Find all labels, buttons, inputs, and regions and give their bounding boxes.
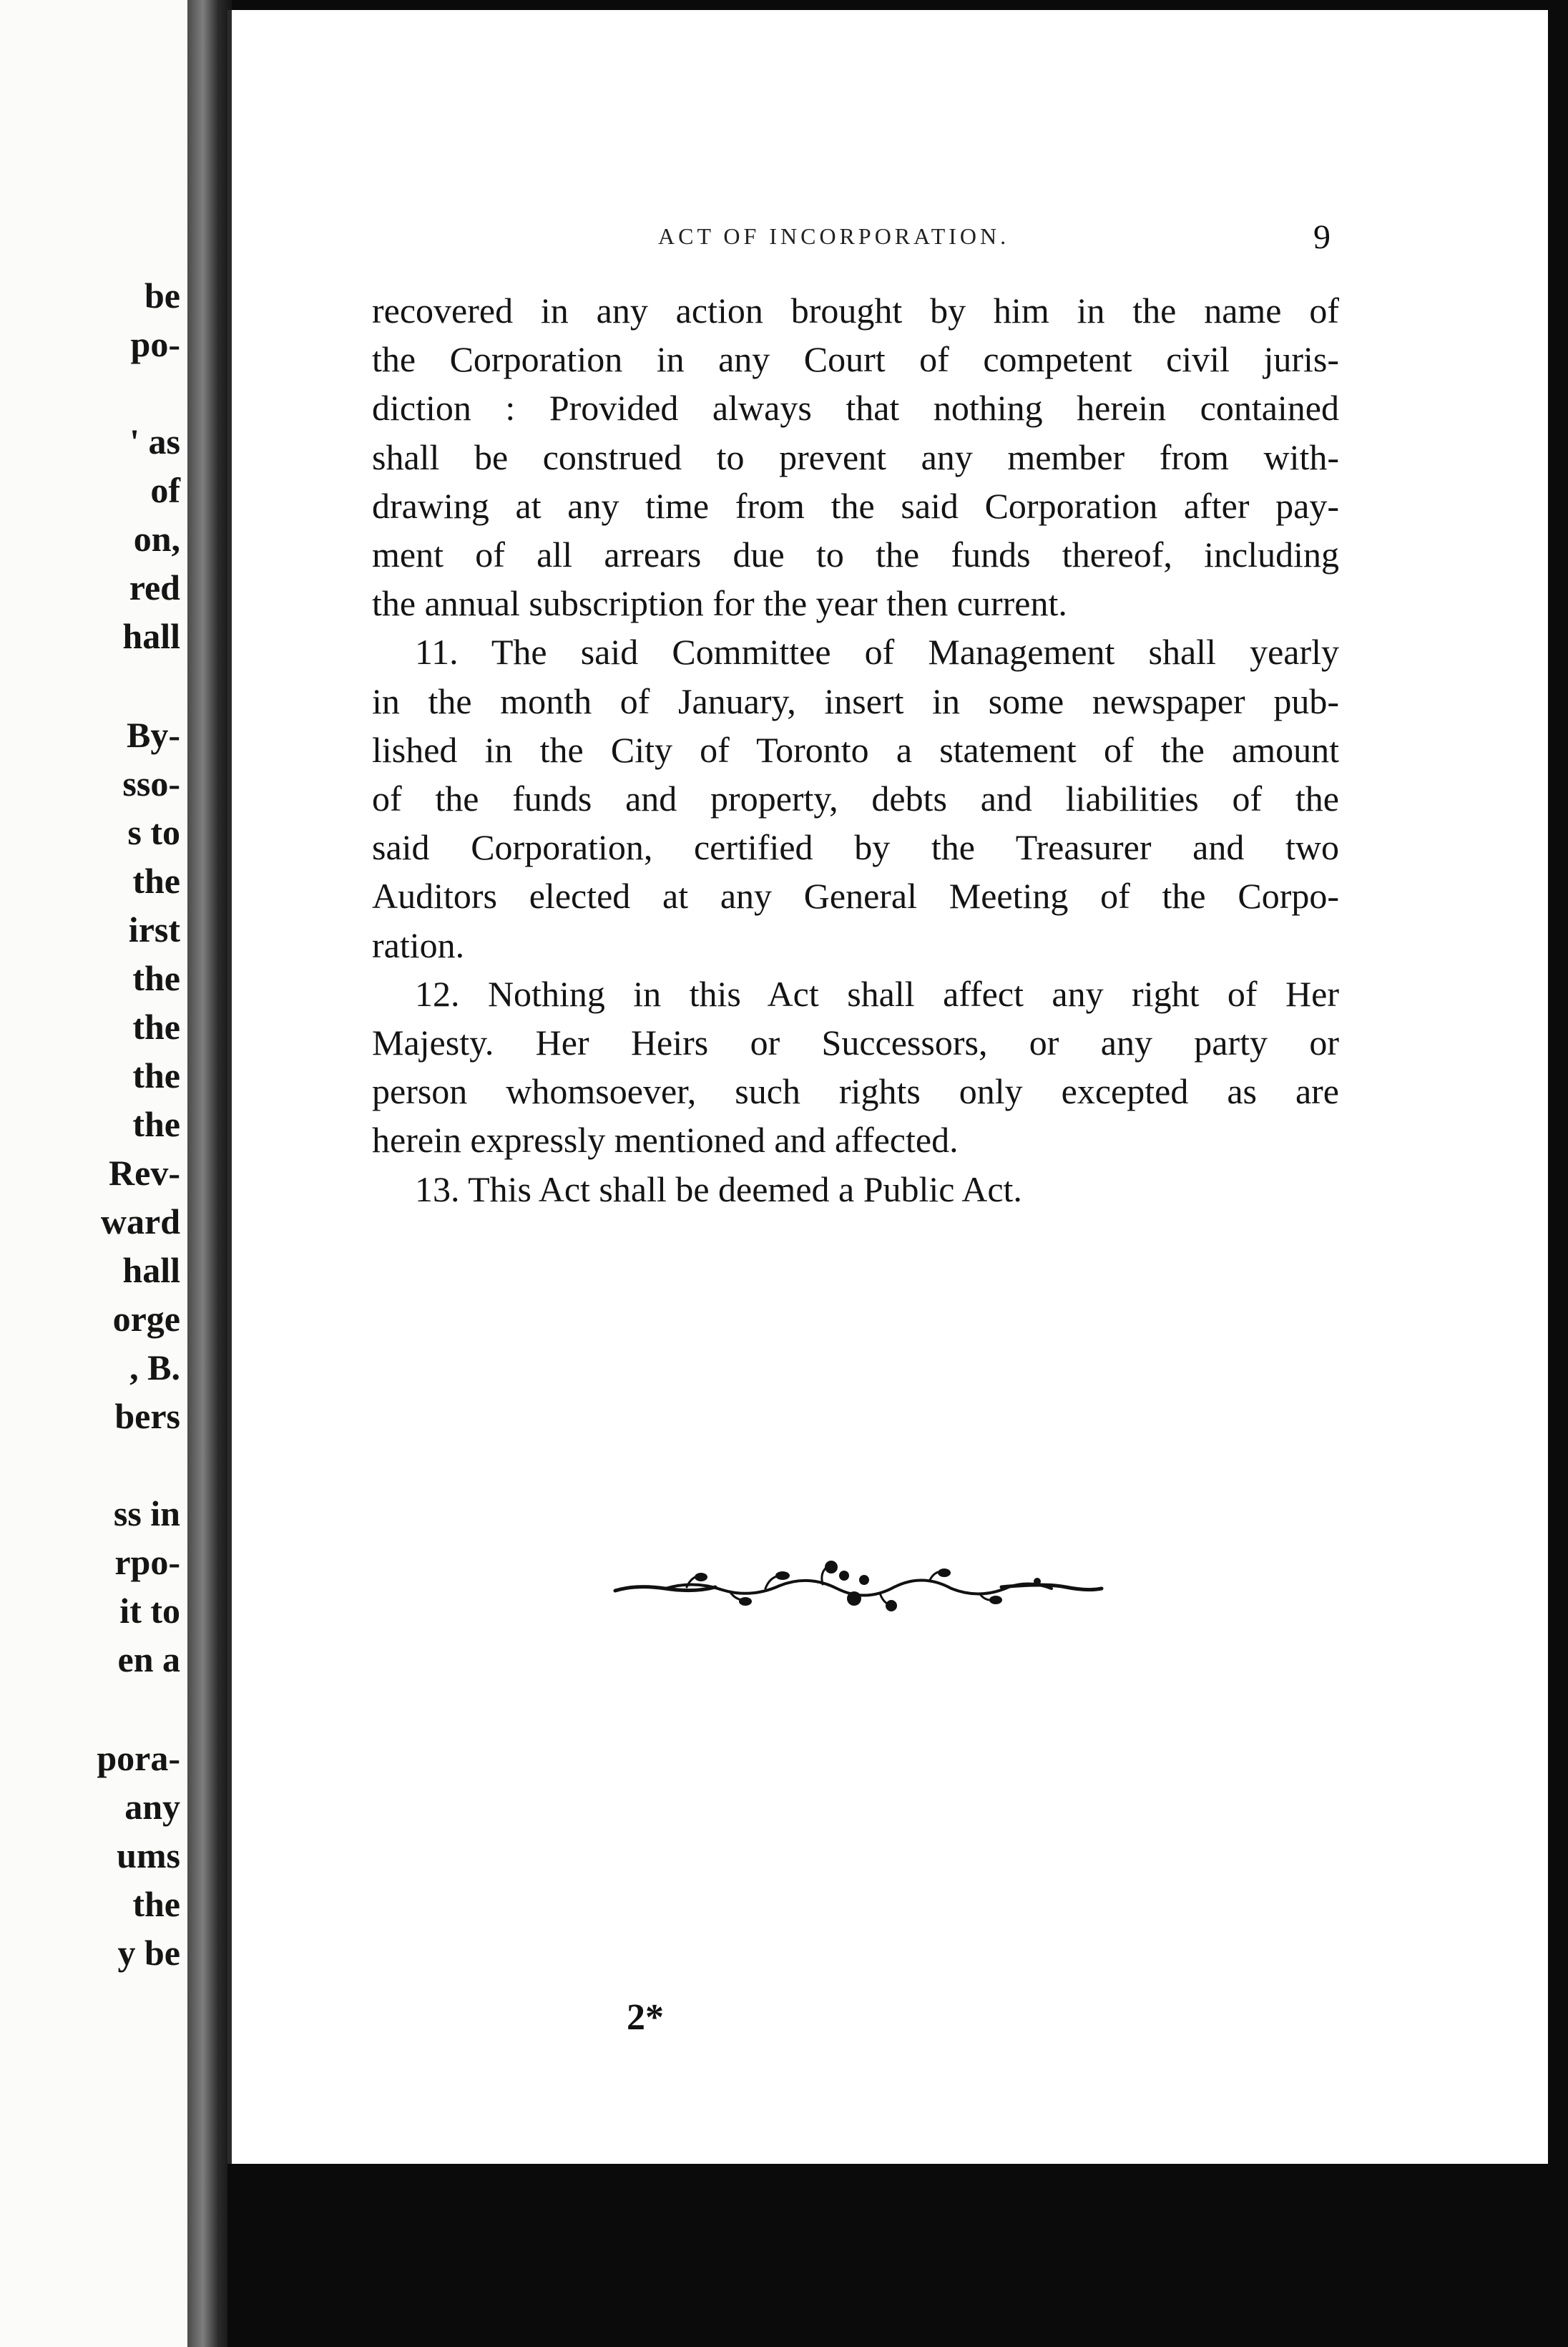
scan-border xyxy=(227,2164,1568,2347)
left-page-line: any xyxy=(124,1787,180,1827)
text-line: drawing at any time from the said Corporation after pay- xyxy=(372,485,1339,526)
left-page-line: ss in xyxy=(113,1493,180,1533)
book-gutter xyxy=(187,0,232,2347)
left-page-line: bers xyxy=(114,1396,180,1436)
text-line: Majesty. Her Heirs or Successors, or any party or xyxy=(372,1023,1339,1063)
text-line: diction : Provided always that nothing herein contained xyxy=(372,388,1339,429)
running-head: ACT OF INCORPORATION. xyxy=(658,223,1010,249)
body-text xyxy=(372,286,1339,1214)
text-line: ration. xyxy=(372,924,465,965)
left-page-line: be xyxy=(144,275,180,316)
text-line: of the funds and property, debts and liabilities of the xyxy=(372,779,1339,819)
left-page-line: of xyxy=(150,470,180,510)
text-line: ment of all arrears due to the funds thereof, including xyxy=(372,535,1339,575)
left-page-line: on, xyxy=(133,519,180,559)
left-page-line: hall xyxy=(122,1250,180,1290)
left-page-line: sso- xyxy=(122,763,180,804)
left-page-line: ' as xyxy=(129,421,180,462)
vine-ornament-icon xyxy=(608,1551,1109,1623)
text-line: in the month of January, insert in some newspaper pub- xyxy=(372,680,1339,721)
text-line: Auditors elected at any General Meeting of the Corpo- xyxy=(372,876,1339,917)
left-page-line: orge xyxy=(112,1299,180,1339)
left-page-line: Rev- xyxy=(109,1153,180,1193)
page-number: 9 xyxy=(1313,218,1331,256)
left-page-line: en a xyxy=(117,1639,180,1679)
section-11-start: 11. The said Committee of Management shall yearly xyxy=(415,632,1339,673)
section-12-start: 12. Nothing in this Act shall affect any right of Her xyxy=(415,973,1339,1014)
left-page-line: the xyxy=(132,1055,180,1096)
left-page-line: the xyxy=(132,1884,180,1924)
left-page-line: it to xyxy=(119,1591,180,1631)
text-line: recovered in any action brought by him in the name of xyxy=(372,291,1339,331)
left-page-line: rpo- xyxy=(114,1542,180,1582)
left-page-line: the xyxy=(132,1104,180,1144)
text-line: herein expressly mentioned and affected. xyxy=(372,1120,959,1161)
left-page-line: y be xyxy=(117,1933,180,1973)
left-page-line: By- xyxy=(127,715,180,755)
left-page-line: the xyxy=(132,1007,180,1047)
signature-mark: 2* xyxy=(627,1997,664,2038)
text-line: the annual subscription for the year then current. xyxy=(372,583,1067,624)
section-13: 13. This Act shall be deemed a Public Act. xyxy=(415,1168,1022,1209)
left-page-line: po- xyxy=(130,324,180,364)
text-line: said Corporation, certified by the Treasurer and two xyxy=(372,827,1339,868)
left-page-line: hall xyxy=(122,616,180,656)
text-line: lished in the City of Toronto a statement of the amount xyxy=(372,729,1339,770)
left-page-line: irst xyxy=(128,909,180,950)
left-page-line: pora- xyxy=(97,1738,180,1778)
left-page-fragment xyxy=(0,0,187,2347)
left-page-line: ums xyxy=(117,1835,180,1875)
left-page-line: red xyxy=(129,567,180,608)
left-page-line: ward xyxy=(100,1201,180,1241)
left-page-line: s to xyxy=(127,812,180,852)
left-page-line: the xyxy=(132,958,180,998)
left-page-line: , B. xyxy=(129,1347,180,1387)
text-line: person whomsoever, such rights only excepted as are xyxy=(372,1071,1339,1112)
text-line: shall be construed to prevent any member from with- xyxy=(372,436,1339,477)
text-line: the Corporation in any Court of competent civil juris- xyxy=(372,339,1339,380)
left-page-line: the xyxy=(132,861,180,901)
